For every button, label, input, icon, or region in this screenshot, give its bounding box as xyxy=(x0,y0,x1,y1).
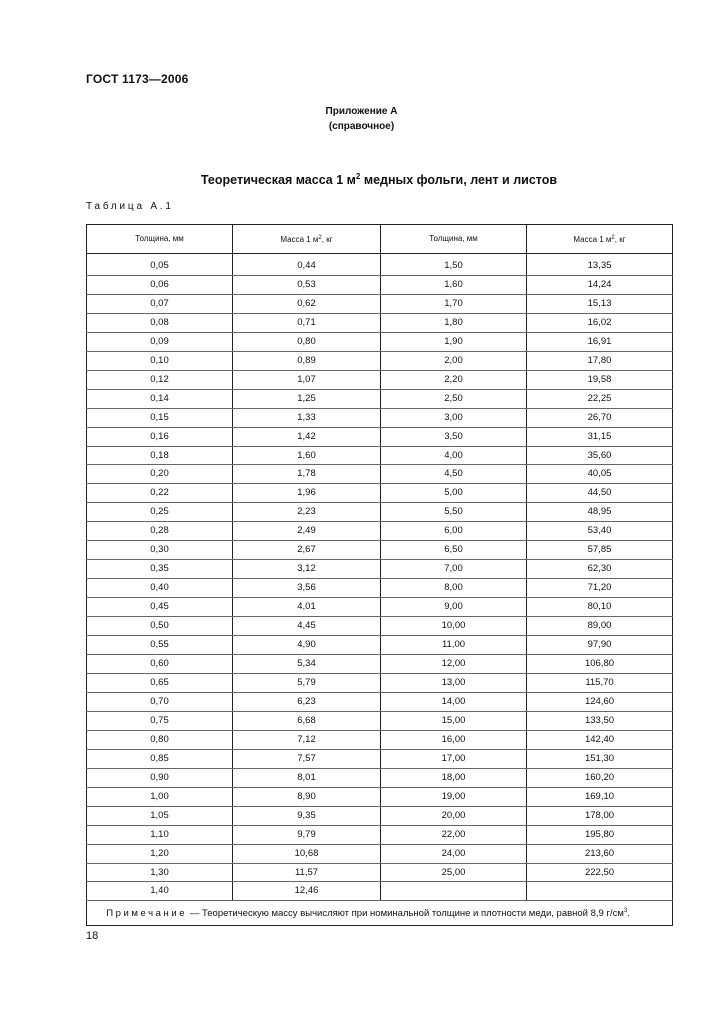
table-cell: 0,62 xyxy=(233,294,381,313)
table-cell: 5,00 xyxy=(381,484,527,503)
table-cell: 4,90 xyxy=(233,636,381,655)
table-cell: 151,30 xyxy=(527,749,673,768)
table-cell: 1,80 xyxy=(381,313,527,332)
table-row xyxy=(87,427,673,446)
page-number: 18 xyxy=(86,930,99,942)
table-cell: 6,00 xyxy=(381,522,527,541)
table-cell: 115,70 xyxy=(527,673,673,692)
table-cell: 0,90 xyxy=(87,768,233,787)
table-cell: 133,50 xyxy=(527,711,673,730)
note-superscript: 3 xyxy=(623,908,628,915)
table-row xyxy=(87,294,673,313)
table-row xyxy=(87,749,673,768)
table-cell: 4,50 xyxy=(381,465,527,484)
table-row xyxy=(87,313,673,332)
table-cell: 80,10 xyxy=(527,598,673,617)
table-cell: 17,00 xyxy=(381,749,527,768)
page-title xyxy=(0,172,723,187)
table-cell: 0,75 xyxy=(87,711,233,730)
table-cell: 106,80 xyxy=(527,655,673,674)
table-cell: 0,85 xyxy=(87,749,233,768)
table-cell: 13,35 xyxy=(527,254,673,276)
table-row xyxy=(87,692,673,711)
note-end: . xyxy=(627,908,630,920)
table-cell: 0,16 xyxy=(87,427,233,446)
annex-heading xyxy=(0,104,723,134)
document-code: ГОСТ 1173—2006 xyxy=(86,72,189,86)
table-cell: 7,57 xyxy=(233,749,381,768)
table-cell: 40,05 xyxy=(527,465,673,484)
table-cell: 22,25 xyxy=(527,389,673,408)
table-cell: 24,00 xyxy=(381,844,527,863)
table-cell: 19,58 xyxy=(527,370,673,389)
table-cell: 13,00 xyxy=(381,673,527,692)
table-cell: 2,20 xyxy=(381,370,527,389)
table-cell: 57,85 xyxy=(527,541,673,560)
table-cell: 5,50 xyxy=(381,503,527,522)
table-cell: 0,09 xyxy=(87,332,233,351)
table-cell: 10,00 xyxy=(381,617,527,636)
table-cell: 8,01 xyxy=(233,768,381,787)
table-row xyxy=(87,825,673,844)
table-cell: 26,70 xyxy=(527,408,673,427)
table-cell: 1,60 xyxy=(381,275,527,294)
table-row xyxy=(87,389,673,408)
table-cell: 0,35 xyxy=(87,560,233,579)
table-cell: 89,00 xyxy=(527,617,673,636)
table-row xyxy=(87,465,673,484)
table-cell: 18,00 xyxy=(381,768,527,787)
table-row xyxy=(87,503,673,522)
table-cell: 0,30 xyxy=(87,541,233,560)
table-cell: 11,57 xyxy=(233,863,381,882)
table-cell: 0,89 xyxy=(233,351,381,370)
title-superscript: 2 xyxy=(355,172,361,181)
table-cell: 0,55 xyxy=(87,636,233,655)
table-note xyxy=(87,901,673,926)
table-cell: 160,20 xyxy=(527,768,673,787)
table-cell: 71,20 xyxy=(527,579,673,598)
table-cell: 0,50 xyxy=(87,617,233,636)
table-cell: 0,70 xyxy=(87,692,233,711)
table-cell: 0,80 xyxy=(233,332,381,351)
table-cell: 11,00 xyxy=(381,636,527,655)
table-cell: 0,15 xyxy=(87,408,233,427)
table-cell: 1,07 xyxy=(233,370,381,389)
table-cell: 6,50 xyxy=(381,541,527,560)
table-cell: 142,40 xyxy=(527,730,673,749)
table-cell: 53,40 xyxy=(527,522,673,541)
table-row xyxy=(87,787,673,806)
table-cell: 1,05 xyxy=(87,806,233,825)
table-cell: 213,60 xyxy=(527,844,673,863)
table-cell: 16,02 xyxy=(527,313,673,332)
table-cell: 4,01 xyxy=(233,598,381,617)
table-cell: 31,15 xyxy=(527,427,673,446)
table-cell: 0,20 xyxy=(87,465,233,484)
table-cell: 0,45 xyxy=(87,598,233,617)
table-cell xyxy=(527,882,673,901)
header-thickness-1: Толщина, мм xyxy=(87,225,233,254)
table-cell: 1,40 xyxy=(87,882,233,901)
table-body xyxy=(87,254,673,901)
table-cell: 2,49 xyxy=(233,522,381,541)
table-cell: 35,60 xyxy=(527,446,673,465)
table-cell: 1,00 xyxy=(87,787,233,806)
table-cell: 4,45 xyxy=(233,617,381,636)
table-row xyxy=(87,730,673,749)
table-cell: 1,90 xyxy=(381,332,527,351)
table-cell: 1,30 xyxy=(87,863,233,882)
table-cell: 124,60 xyxy=(527,692,673,711)
table-cell: 16,00 xyxy=(381,730,527,749)
table-label: Таблица А.1 xyxy=(86,201,174,212)
table-cell: 20,00 xyxy=(381,806,527,825)
table-row xyxy=(87,579,673,598)
annex-subtitle: (справочное) xyxy=(328,121,395,132)
table-cell: 97,90 xyxy=(527,636,673,655)
table-cell: 1,33 xyxy=(233,408,381,427)
table-cell: 9,35 xyxy=(233,806,381,825)
table-cell: 14,00 xyxy=(381,692,527,711)
table-row xyxy=(87,673,673,692)
table-cell: 3,56 xyxy=(233,579,381,598)
table-cell: 0,18 xyxy=(87,446,233,465)
table-cell: 22,00 xyxy=(381,825,527,844)
table-cell: 2,50 xyxy=(381,389,527,408)
title-text-before: Теоретическая масса 1 м xyxy=(200,173,356,187)
table-row xyxy=(87,655,673,674)
table-cell: 2,67 xyxy=(233,541,381,560)
table-cell: 0,22 xyxy=(87,484,233,503)
table-row xyxy=(87,768,673,787)
table-cell: 0,06 xyxy=(87,275,233,294)
note-prefix: Примечание xyxy=(106,908,188,920)
table-cell: 3,00 xyxy=(381,408,527,427)
table-cell: 7,12 xyxy=(233,730,381,749)
table-row xyxy=(87,636,673,655)
table-row xyxy=(87,446,673,465)
mass-table xyxy=(86,224,673,926)
table-cell: 3,12 xyxy=(233,560,381,579)
table-cell: 0,60 xyxy=(87,655,233,674)
table-cell: 1,96 xyxy=(233,484,381,503)
table-cell: 15,00 xyxy=(381,711,527,730)
table-row xyxy=(87,408,673,427)
note-text: — Теоретическую массу вычисляют при номинальной толщине и плотности меди, равной 8,9 г/см xyxy=(187,908,624,920)
table-cell: 62,30 xyxy=(527,560,673,579)
table-row xyxy=(87,844,673,863)
table-cell: 0,25 xyxy=(87,503,233,522)
table-cell: 9,79 xyxy=(233,825,381,844)
table-cell: 7,00 xyxy=(381,560,527,579)
table-row xyxy=(87,484,673,503)
table-cell: 4,00 xyxy=(381,446,527,465)
note-row xyxy=(87,901,673,926)
table-cell: 0,80 xyxy=(87,730,233,749)
table-cell: 0,44 xyxy=(233,254,381,276)
table-cell: 1,60 xyxy=(233,446,381,465)
table-cell: 0,53 xyxy=(233,275,381,294)
table-cell: 16,91 xyxy=(527,332,673,351)
table-cell: 1,10 xyxy=(87,825,233,844)
table-row xyxy=(87,351,673,370)
table-row xyxy=(87,617,673,636)
table-cell: 10,68 xyxy=(233,844,381,863)
table-cell: 0,12 xyxy=(87,370,233,389)
table-cell xyxy=(381,882,527,901)
table-cell: 3,50 xyxy=(381,427,527,446)
table-row xyxy=(87,598,673,617)
table-row xyxy=(87,254,673,276)
table-row xyxy=(87,275,673,294)
table-cell: 44,50 xyxy=(527,484,673,503)
table-cell: 19,00 xyxy=(381,787,527,806)
table-cell: 222,50 xyxy=(527,863,673,882)
header-mass-2: Масса 1 $м^2$, кг xyxy=(527,225,673,254)
annex-title: Приложение А xyxy=(325,106,398,117)
table-cell: 8,90 xyxy=(233,787,381,806)
table-cell: 0,10 xyxy=(87,351,233,370)
table-cell: 25,00 xyxy=(381,863,527,882)
table-row xyxy=(87,560,673,579)
table-row xyxy=(87,522,673,541)
table-cell: 0,28 xyxy=(87,522,233,541)
table-row xyxy=(87,863,673,882)
table-cell: 14,24 xyxy=(527,275,673,294)
table-cell: 12,00 xyxy=(381,655,527,674)
table-cell: 2,23 xyxy=(233,503,381,522)
table-cell: 169,10 xyxy=(527,787,673,806)
table-cell: 2,00 xyxy=(381,351,527,370)
table-cell: 1,25 xyxy=(233,389,381,408)
table-cell: 15,13 xyxy=(527,294,673,313)
table-row xyxy=(87,882,673,901)
table-row xyxy=(87,806,673,825)
table-row xyxy=(87,332,673,351)
table-cell: 12,46 xyxy=(233,882,381,901)
table-cell: 5,34 xyxy=(233,655,381,674)
table-cell: 1,50 xyxy=(381,254,527,276)
table-cell: 8,00 xyxy=(381,579,527,598)
table-cell: 0,71 xyxy=(233,313,381,332)
table-cell: 0,14 xyxy=(87,389,233,408)
table-cell: 1,78 xyxy=(233,465,381,484)
table-cell: 6,68 xyxy=(233,711,381,730)
table-cell: 6,23 xyxy=(233,692,381,711)
table-cell: 0,05 xyxy=(87,254,233,276)
table-cell: 0,08 xyxy=(87,313,233,332)
table-cell: 1,42 xyxy=(233,427,381,446)
title-text-after: медных фольги, лент и листов xyxy=(360,173,558,187)
table-row xyxy=(87,370,673,389)
table-cell: 178,00 xyxy=(527,806,673,825)
table-cell: 0,65 xyxy=(87,673,233,692)
table-cell: 17,80 xyxy=(527,351,673,370)
table-cell: 195,80 xyxy=(527,825,673,844)
table-cell: 1,70 xyxy=(381,294,527,313)
table-cell: 48,95 xyxy=(527,503,673,522)
table-cell: 0,40 xyxy=(87,579,233,598)
header-thickness-2: Толщина, мм xyxy=(381,225,527,254)
table-cell: 1,20 xyxy=(87,844,233,863)
table-header-row xyxy=(87,225,673,254)
header-mass-1: Масса 1 $м^2$, кг xyxy=(233,225,381,254)
table-cell: 5,79 xyxy=(233,673,381,692)
table-row xyxy=(87,711,673,730)
table-cell: 0,07 xyxy=(87,294,233,313)
table-cell: 9,00 xyxy=(381,598,527,617)
table-row xyxy=(87,541,673,560)
